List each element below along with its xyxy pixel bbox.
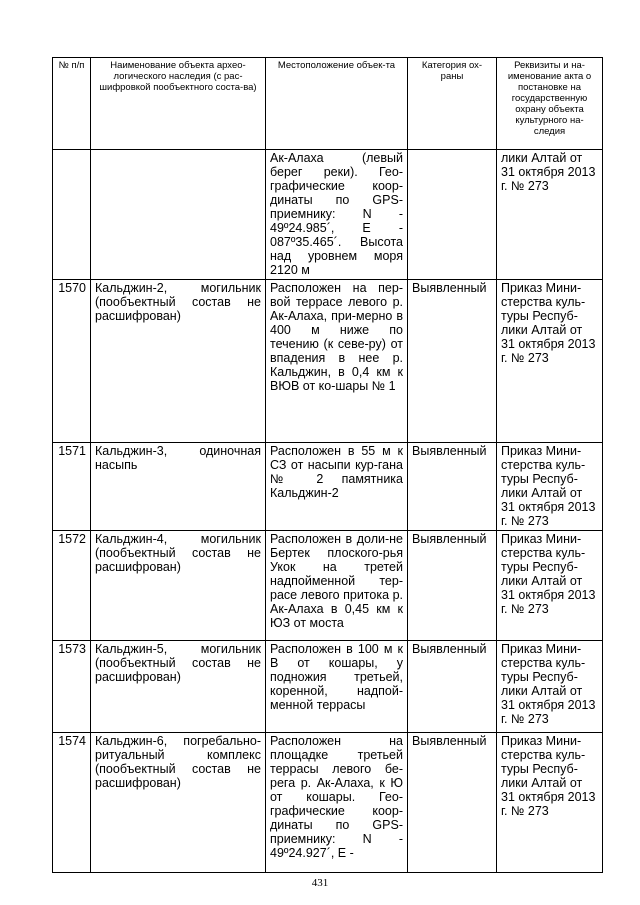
row-number: 1572 bbox=[53, 531, 91, 641]
protection-category bbox=[408, 150, 497, 280]
object-name: Кальджин-2, могильник (пообъектный состав не расшифрован) bbox=[91, 280, 266, 443]
act-details: Приказ Мини-стерства куль-туры Респуб-лики Алтай от 31 октября 2013 г. № 273 bbox=[497, 641, 603, 733]
header-object-name: Наименование объекта архео-логического наследия (с рас-шифровкой пообъектного соста-ва) bbox=[91, 58, 266, 150]
header-act-details: Реквизиты и на-именование акта о постановке на государственную охрану объекта культурного на-следия bbox=[497, 58, 603, 150]
heritage-registry-table bbox=[52, 57, 603, 873]
object-location: Расположен в 55 м к СЗ от насыпи кур-гана № 2 памятника Кальджин-2 bbox=[266, 443, 408, 531]
table-row bbox=[53, 443, 603, 531]
act-details: Приказ Мини-стерства куль-туры Респуб-лики Алтай от 31 октября 2013 г. № 273 bbox=[497, 531, 603, 641]
page-number: 431 bbox=[311, 877, 329, 889]
table-row bbox=[53, 150, 603, 280]
table-row bbox=[53, 531, 603, 641]
row-number bbox=[53, 150, 91, 280]
object-location: Расположен в доли-не Бертек плоского-рья Укок на третей надпойменной тер-расе левого притока р. Ак-Алаха в 0,45 км к ЮЗ от моста bbox=[266, 531, 408, 641]
protection-category: Выявленный bbox=[408, 531, 497, 641]
table-header bbox=[53, 58, 603, 150]
act-details: Приказ Мини-стерства куль-туры Респуб-лики Алтай от 31 октября 2013 г. № 273 bbox=[497, 443, 603, 531]
table-row bbox=[53, 641, 603, 733]
act-details: лики Алтай от 31 октября 2013 г. № 273 bbox=[497, 150, 603, 280]
act-details: Приказ Мини-стерства куль-туры Респуб-лики Алтай от 31 октября 2013 г. № 273 bbox=[497, 733, 603, 873]
object-location: Ак-Алаха (левый берег реки). Гео-графические коор-динаты по GPS-приемнику: N - 49º24.985´, E - 087º35.465´. Высота над уровнем моря 2120 м bbox=[266, 150, 408, 280]
header-location: Местоположение объек-та bbox=[266, 58, 408, 150]
header-row bbox=[53, 58, 603, 150]
protection-category: Выявленный bbox=[408, 641, 497, 733]
object-location: Расположен на пер-вой террасе левого р. Ак-Алаха, при-мерно в 400 м ниже по течению (к севе-ру) от впадения в нее р. Кальджин, в 0,4 км к ВЮВ от ко-шары № 1 bbox=[266, 280, 408, 443]
object-name: Кальджин-5, могильник (пообъектный состав не расшифрован) bbox=[91, 641, 266, 733]
row-number: 1574 bbox=[53, 733, 91, 873]
protection-category: Выявленный bbox=[408, 733, 497, 873]
row-number: 1570 bbox=[53, 280, 91, 443]
object-location: Расположен в 100 м к В от кошары, у подножия третьей, коренной, надпой-менной террасы bbox=[266, 641, 408, 733]
act-details: Приказ Мини-стерства куль-туры Респуб-лики Алтай от 31 октября 2013 г. № 273 bbox=[497, 280, 603, 443]
object-name bbox=[91, 150, 266, 280]
header-number: № п/п bbox=[53, 58, 91, 150]
table-row bbox=[53, 733, 603, 873]
row-number: 1571 bbox=[53, 443, 91, 531]
protection-category: Выявленный bbox=[408, 443, 497, 531]
table-row bbox=[53, 280, 603, 443]
row-number: 1573 bbox=[53, 641, 91, 733]
object-name: Кальджин-3, одиночная насыпь bbox=[91, 443, 266, 531]
object-name: Кальджин-4, могильник (пообъектный состав не расшифрован) bbox=[91, 531, 266, 641]
object-name: Кальджин-6, погребально-ритуальный комплекс (пообъектный состав не расшифрован) bbox=[91, 733, 266, 873]
table-body bbox=[53, 150, 603, 873]
object-location: Расположен на площадке третьей террасы левого бе-рега р. Ак-Алаха, к Ю от кошары. Гео-графические коор-динаты по GPS-приемнику: N - 49º24.927´, E - bbox=[266, 733, 408, 873]
protection-category: Выявленный bbox=[408, 280, 497, 443]
header-protection-category: Категория ох-раны bbox=[408, 58, 497, 150]
